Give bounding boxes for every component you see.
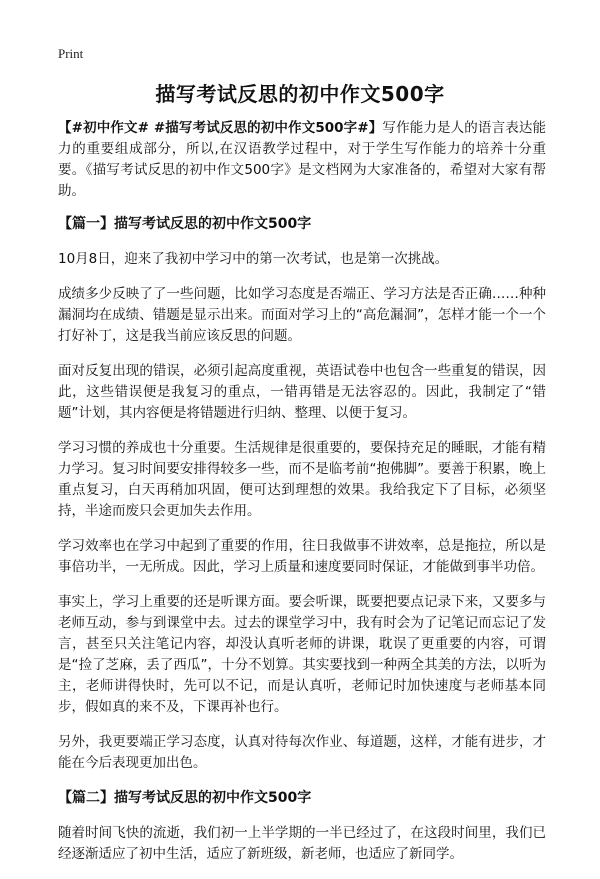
print-link[interactable]: Print: [58, 46, 84, 61]
intro-text: 写作能力是人的语言表达能力的重要组成部分，所以,在汉语教学过程中，对于学生写作能力的培养十分重要。《描写考试反思的初中作文500字》是文档网为大家准备的，希望对大家有帮助。: [58, 120, 546, 199]
section-heading-1: 【篇一】描写考试反思的初中作文500字: [58, 216, 312, 232]
article-body: [58, 118, 546, 879]
paragraph: 另外，我更要端正学习态度，认真对待每次作业、每道题，这样，才能有进步，才能在今后表现更加出色。: [58, 734, 546, 771]
intro-paragraph: [58, 118, 546, 202]
paragraph: 学习效率也在学习中起到了重要的作用，往日我做事不讲效率，总是拖拉，所以是事倍功半，一无所成。因此，学习上质量和速度要同时保证，才能做到事半功倍。: [58, 538, 546, 575]
page-title: 描写考试反思的初中作文500字: [155, 82, 445, 106]
paragraph: 成绩多少反映了了一些问题，比如学习态度是否端正、学习方法是否正确……种种漏洞均在成绩、错题是显示出来。而面对学习上的“高危漏洞”，怎样才能一个一个打好补丁，这是我当前应该反思的问题。: [58, 286, 546, 344]
paragraph: 事实上，学习上重要的还是听课方面。要会听课，既要把要点记录下来，又要多与老师互动，参与到课堂中去。过去的课堂学习中，我有时会为了记笔记而忘记了发言，甚至只关注笔记内容，却没认真听老师的讲课，耽误了更重要的内容，可谓是“捡了芝麻，丢了西瓜”，十分不划算。其实要找到一种两全其美的方法，以听为主，老师讲得快时，先可以不记，而是认真听，老师记时加快速度与老师基本同步，假如真的来不及，下课再补也行。: [58, 594, 546, 715]
paragraph: 面对反复出现的错误，必须引起高度重视，英语试卷中也包含一些重复的错误，因此，这些错误便是我复习的重点，一错再错是无法容忍的。因此，我制定了“错题”计划，其内容便是将错题进行归纳、整理、以便于复习。: [58, 363, 546, 421]
section-heading-2: 【篇二】描写考试反思的初中作文500字: [58, 790, 312, 806]
paragraph: 随着时间飞快的流逝，我们初一上半学期的一半已经过了，在这段时间里，我们已经逐渐适应了初中生活，适应了新班级，新老师，也适应了新同学。: [58, 825, 546, 862]
paragraph: 10月8日，迎来了我初中学习中的第一次考试，也是第一次挑战。: [58, 251, 449, 267]
intro-tag: 【#初中作文# #描写考试反思的初中作文500字#】: [58, 120, 383, 136]
paragraph: 学习习惯的养成也十分重要。生活规律是很重要的，要保持充足的睡眠，才能有精力学习。复习时间要安排得较多一些，而不是临考前“抱佛脚”。要善于积累，晚上重点复习，白天再稍加巩固，便可达到理想的效果。我给我定下了目标，必须坚持，半途而废只会更加失去作用。: [58, 440, 546, 519]
